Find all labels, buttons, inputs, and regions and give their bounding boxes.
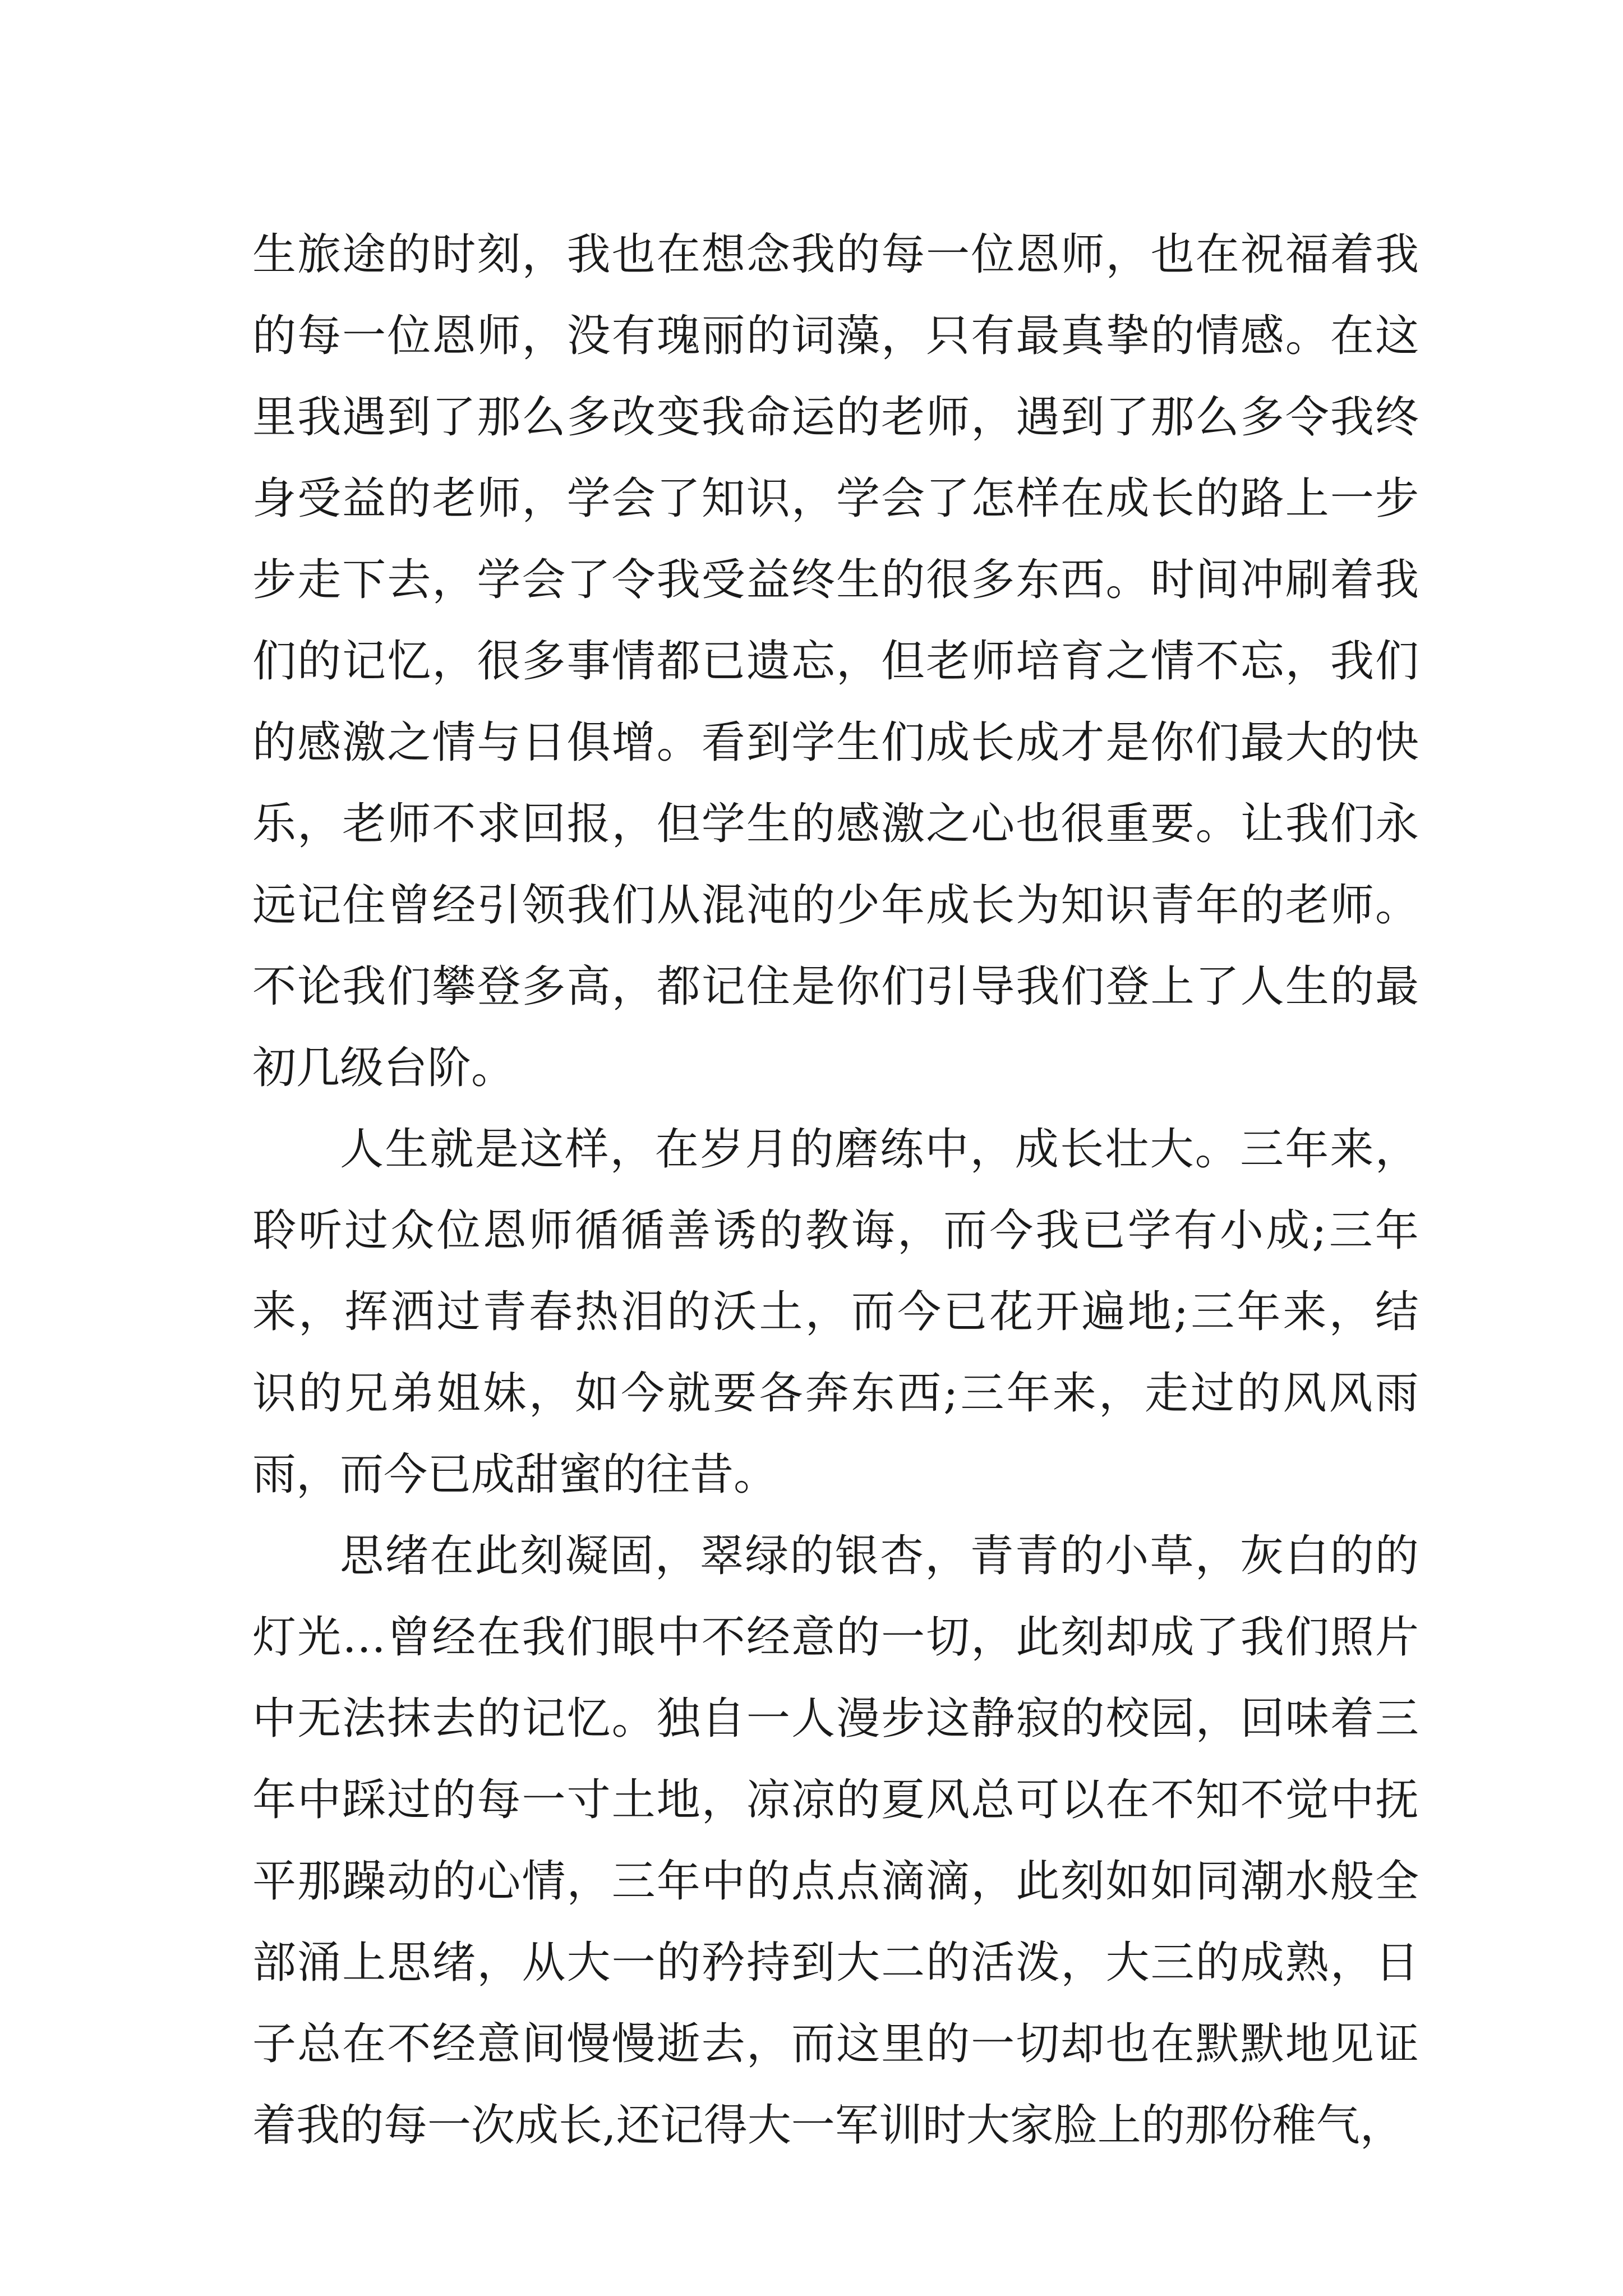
text-line: 中 无 法 抹 去 的 记 忆 。 独 自 一 人 漫 步 这 静 寂 的 校 园 ， 回 味 着 三 <box>252 1694 1419 1744</box>
text-line: 识 的 兄 弟 姐 妹 ， 如 今 就 要 各 奔 东 西 ; 三 年 来 ， 走 过 的 风 风 雨 <box>252 1368 1419 1419</box>
text-line: 雨，而今已成甜蜜的往昔。 <box>252 1450 778 1500</box>
text-line: 平 那 躁 动 的 心 情 ， 三 年 中 的 点 点 滴 滴 ， 此 刻 如 如 同 潮 水 般 全 <box>252 1856 1419 1907</box>
text-line: 来 ， 挥 洒 过 青 春 热 泪 的 沃 土 ， 而 今 已 花 开 遍 地 ; 三 年 来 ， 结 <box>252 1287 1419 1337</box>
text-line: 灯 光 … 曾 经 在 我 们 眼 中 不 经 意 的 一 切 ， 此 刻 却 成 了 我 们 照 片 <box>252 1612 1419 1663</box>
text-line: 乐 ， 老 师 不 求 回 报 ， 但 学 生 的 感 激 之 心 也 很 重 要 。 让 我 们 永 <box>252 799 1419 849</box>
text-line: 身 受 益 的 老 师 ， 学 会 了 知 识 ， 学 会 了 怎 样 在 成 长 的 路 上 一 步 <box>252 473 1419 524</box>
text-line: 生 旅 途 的 时 刻 ， 我 也 在 想 念 我 的 每 一 位 恩 师 ， 也 在 祝 福 着 我 <box>252 229 1419 280</box>
paragraph <box>252 1109 1419 1516</box>
text-line: 的 感 激 之 情 与 日 俱 增 。 看 到 学 生 们 成 长 成 才 是 你 们 最 大 的 快 <box>252 717 1419 768</box>
text-line: 子 总 在 不 经 意 间 慢 慢 逝 去 ， 而 这 里 的 一 切 却 也 在 默 默 地 见 证 <box>252 2019 1419 2069</box>
text-line: 里 我 遇 到 了 那 么 多 改 变 我 命 运 的 老 师 ， 遇 到 了 那 么 多 令 我 终 <box>252 392 1419 443</box>
text-line: 着我的每一次成长,还记得大一军训时大家脸上的那份稚气， <box>252 2100 1404 2151</box>
text-line: 人 生 就 是 这 样 ， 在 岁 月 的 磨 练 中 ， 成 长 壮 大 。 三 年 来 ， <box>340 1124 1419 1175</box>
paragraph <box>252 1516 1419 2166</box>
text-line: 部 涌 上 思 绪 ， 从 大 一 的 矜 持 到 大 二 的 活 泼 ， 大 三 的 成 熟 ， 日 <box>252 1938 1419 1988</box>
text-line: 年 中 踩 过 的 每 一 寸 土 地 ， 凉 凉 的 夏 风 总 可 以 在 不 知 不 觉 中 抚 <box>252 1775 1419 1825</box>
text-line: 聆 听 过 众 位 恩 师 循 循 善 诱 的 教 诲 ， 而 今 我 已 学 有 小 成 ; 三 年 <box>252 1205 1419 1256</box>
text-line: 不 论 我 们 攀 登 多 高 ， 都 记 住 是 你 们 引 导 我 们 登 上 了 人 生 的 最 <box>252 961 1419 1012</box>
text-line: 思 绪 在 此 刻 凝 固 ， 翠 绿 的 银 杏 ， 青 青 的 小 草 ， 灰 白 的 的 <box>340 1531 1419 1581</box>
paragraph <box>252 214 1419 1109</box>
body-text <box>252 214 1419 2166</box>
text-line: 们 的 记 忆 ， 很 多 事 情 都 已 遗 忘 ， 但 老 师 培 育 之 情 不 忘 ， 我 们 <box>252 636 1419 687</box>
text-line: 远 记 住 曾 经 引 领 我 们 从 混 沌 的 少 年 成 长 为 知 识 青 年 的 老 师 。 <box>252 880 1419 931</box>
text-line: 初几级台阶。 <box>252 1043 515 1093</box>
text-line: 的 每 一 位 恩 师 ， 没 有 瑰 丽 的 词 藻 ， 只 有 最 真 挚 的 情 感 。 在 这 <box>252 311 1419 361</box>
text-line: 步 走 下 去 ， 学 会 了 令 我 受 益 终 生 的 很 多 东 西 。 时 间 冲 刷 着 我 <box>252 555 1419 605</box>
